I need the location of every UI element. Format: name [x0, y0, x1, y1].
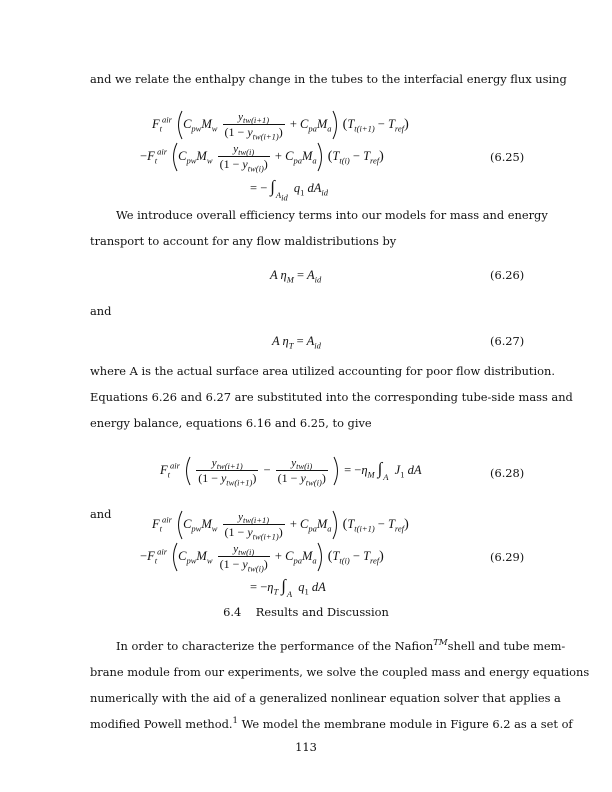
paragraph-line: In order to characterize the performance of the Nafion™shell and tube mem- [116, 638, 566, 653]
paragraph-line: and we relate the enthalpy change in the tubes to the interfacial energy flux using [90, 72, 567, 86]
right-paren-icon [317, 142, 325, 172]
paragraph-line: We introduce overall efficiency terms into our models for mass and energy [116, 208, 548, 222]
section-heading: 6.4 Results and Discussion [223, 605, 389, 619]
paragraph-line: energy balance, equations 6.16 and 6.25, to give [90, 416, 372, 430]
equation-number: (6.26) [490, 268, 525, 282]
equation-number: (6.25) [490, 150, 525, 164]
left-paren-icon [175, 510, 183, 540]
page-number: 113 [295, 740, 317, 754]
paragraph-line: transport to account for any flow maldistributions by [90, 234, 397, 248]
equation-line: $-F_t^{air}$ $C_{pw}M_w$ $\frac{y_{tw(i)}}{(1 - y_{tw(i)})}$ + $C_{pa}M_a$ $(T_{t(i)} - T_{ref})$ [140, 543, 384, 574]
paragraph-line: and [90, 304, 112, 318]
left-paren-icon [175, 110, 183, 140]
equation-line: = − $\int_{A_{id}}$ $q_1$ $dA_{id}$ [250, 177, 329, 203]
equation-line: = $-\eta_T$ $\int_A$ $q_1$ dA [250, 576, 326, 599]
left-paren-icon [170, 542, 178, 572]
equation-line: $F_t^{air}$ $C_{pw}M_w$ $\frac{y_{tw(i+1)}}{(1 - y_{tw(i+1)})}$ + $C_{pa}M_a$ $(T_{t(i+1)} - T_{ref})$ [152, 511, 409, 542]
paragraph-line: modified Powell method.$^1$ We model the membrane module in Figure 6.2 as a set of [90, 716, 573, 731]
equation-number: (6.29) [490, 550, 525, 564]
equation-line: $-F_t^{air}$ $C_{pw}M_w$ $\frac{y_{tw(i)}}{(1 - y_{tw(i)})}$ + $C_{pa}M_a$ $(T_{t(i)} - T_{ref})$ [140, 143, 384, 174]
right-paren-icon [332, 110, 340, 140]
equation-6-28: $F_t^{air}$ $\frac{y_{tw(i+1)}}{(1 - y_{tw(i+1)})}$ − $\frac{y_{tw(i)}}{(1 - y_{tw(i)})}$ = $-\eta_M$ $\int_A$ $J_1$ dA [160, 457, 422, 488]
left-paren-icon [183, 456, 191, 486]
left-paren-icon [170, 142, 178, 172]
equation-number: (6.28) [490, 466, 525, 480]
equation-6-27: A $\eta_T = A_{id}$ [272, 334, 321, 351]
paragraph-line: where A is the actual surface area utilized accounting for poor flow distribution. [90, 364, 555, 378]
equation-line: $F_t^{air}$ $C_{pw}M_w$ $\frac{y_{tw(i+1)}}{(1 - y_{tw(i+1)})}$ + $C_{pa}M_a$ $(T_{t(i+1)} - T_{ref})$ [152, 111, 409, 142]
right-paren-icon [333, 456, 341, 486]
paragraph-line: brane module from our experiments, we solve the coupled mass and energy equations [90, 665, 590, 679]
paragraph-line: numerically with the aid of a generalized nonlinear equation solver that applies a [90, 691, 561, 705]
paragraph-line: and [90, 507, 112, 521]
right-paren-icon [332, 510, 340, 540]
equation-6-26: A $\eta_M = A_{id}$ [270, 268, 322, 285]
equation-number: (6.27) [490, 334, 525, 348]
paragraph-line: Equations 6.26 and 6.27 are substituted into the corresponding tube-side mass and [90, 390, 573, 404]
right-paren-icon [317, 542, 325, 572]
